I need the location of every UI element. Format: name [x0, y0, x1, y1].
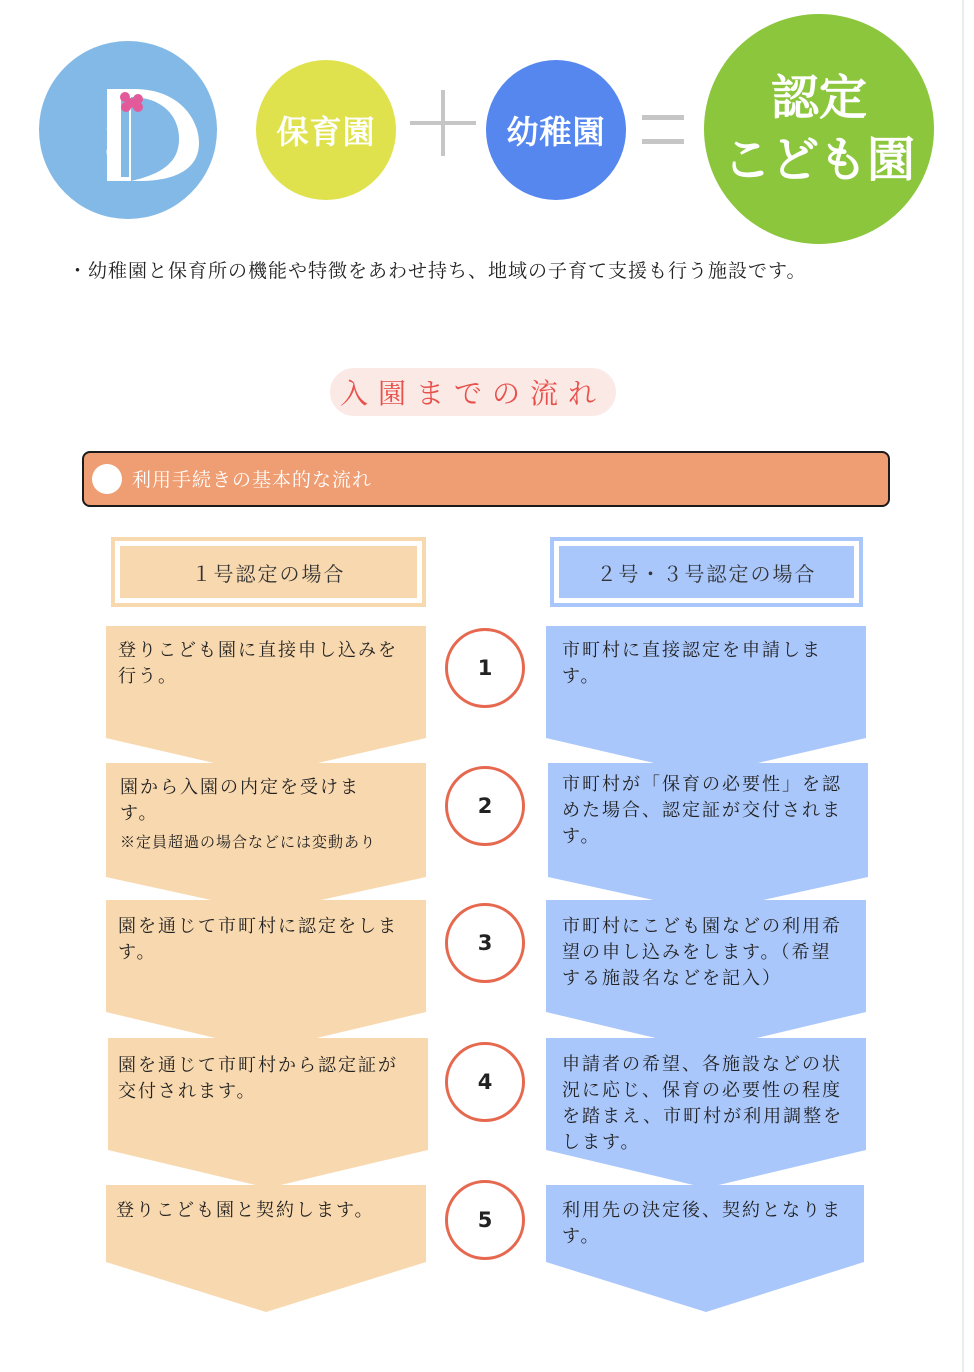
banner-title: 利用手続きの基本的な流れ [132, 469, 373, 491]
yochien-circle: 幼稚園 [486, 60, 626, 200]
left-step-2-note: ※定員超過の場合などには変動あり [120, 833, 377, 851]
left-column-header: １号認定の場合 [115, 541, 422, 603]
nintei-line1: 認定 [770, 69, 867, 126]
logo-text: のぼり [105, 119, 121, 181]
step-number-2: 2 [445, 766, 525, 846]
step-number-1: 1 [445, 628, 525, 708]
right-step-1-text: 市町村に直接認定を申請しま す。 [562, 640, 822, 687]
right-step-5-text: 利用先の決定後、契約となりま す。 [562, 1200, 842, 1247]
right-step-4-text: 申請者の希望、各施設などの状 況に応じ、保育の必要性の程度 を踏まえ、市町村が利用調整を します。 [562, 1054, 844, 1153]
intro-text: ・幼稚園と保育所の機能や特徴をあわせ持ち、地域の子育て支援も行う施設です。 [68, 260, 807, 282]
left-step-5-text: 登りこども園と契約します。 [116, 1200, 375, 1221]
step-number-5: 5 [445, 1180, 525, 1260]
right-step-3-text: 市町村にこども園などの利用希 望の申し込みをします。（希望 する施設名などを記入） [562, 916, 842, 989]
nintei-line2: こども園 [722, 132, 915, 188]
right-column-header: ２号・３号認定の場合 [554, 541, 859, 603]
left-step-2-text: 園から入園の内定を受けま す。 [120, 777, 360, 824]
step-number-4: 4 [445, 1042, 525, 1122]
left-step-4-text: 園を通じて市町村から認定証が 交付されます。 [118, 1055, 398, 1102]
left-step-1-text: 登りこども園に直接申し込みを 行う。 [118, 640, 398, 687]
step-number-3: 3 [445, 903, 525, 983]
flow-title: 入園までの流れ [330, 368, 616, 416]
left-step-3-text: 園を通じて市町村に認定をしま す。 [118, 916, 398, 963]
right-step-2-text: 市町村が「保育の必要性」を認 めた場合、認定証が交付されま す。 [562, 774, 842, 847]
hoikuen-circle: 保育園 [256, 60, 396, 200]
